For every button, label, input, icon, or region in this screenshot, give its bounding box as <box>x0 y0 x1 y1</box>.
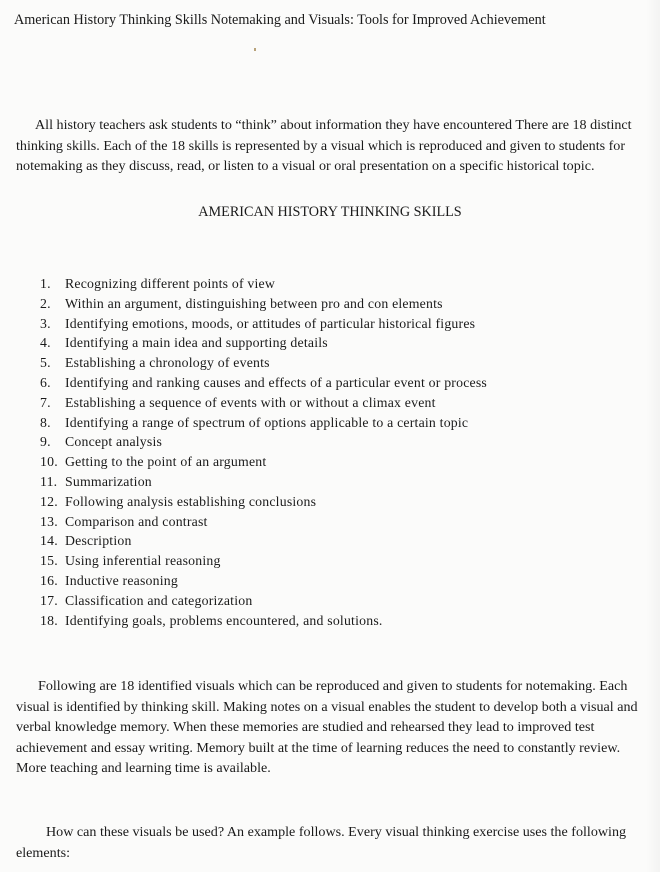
usage-paragraph-text: How can these visuals be used? An example follows. Every visual thinking exercise uses the following elements: <box>16 824 627 861</box>
thinking-skills-list <box>40 274 487 630</box>
scan-edge-shadow <box>646 0 660 872</box>
intro-paragraph-text: All history teachers ask students to “think” about information they have encountered There are 18 distinct thinking skills. Each of the 18 skills is represented by a visual which is reproduced and given to students for notemaking as they discuss, read, or listen to a visual or oral presentation on a specific historical topic. <box>16 117 632 174</box>
list-item: 15. Using inferential reasoning <box>40 553 221 569</box>
visuals-paragraph-text: Following are 18 identified visuals which can be reproduced and given to students for notemaking. Each visual is identified by thinking skill. Making notes on a visual enables the student to develop both a visual and verbal knowledge memory. When these memories are studied and rehearsed they lead to improved test achievement and essay writing. Memory built at the time of learning reduces the need to constantly review. More teaching and learning time is available. <box>16 678 638 776</box>
list-item: 17. Classification and categorization <box>40 592 253 608</box>
list-item: 5. Establishing a chronology of events <box>40 355 270 371</box>
section-heading: AMERICAN HISTORY THINKING SKILLS <box>198 204 462 220</box>
list-item: 10. Getting to the point of an argument <box>40 454 267 470</box>
list-item: 14. Description <box>40 533 132 549</box>
list-item: 11. Summarization <box>40 473 152 489</box>
intro-paragraph <box>16 115 646 177</box>
list-item: 3. Identifying emotions, moods, or attitudes of particular historical figures <box>40 315 476 331</box>
list-item: 1. Recognizing different points of view <box>40 276 276 291</box>
list-item: 9. Concept analysis <box>40 434 163 450</box>
list-item: 18. Identifying goals, problems encountered, and solutions. <box>40 612 383 628</box>
list-item: 7. Establishing a sequence of events with or without a climax event <box>40 394 436 410</box>
list-item: 6. Identifying and ranking causes and effects of a particular event or process <box>40 374 487 390</box>
document-header-title: American History Thinking Skills Notemaking and Visuals: Tools for Improved Achievement <box>14 12 546 28</box>
scan-speck <box>254 48 256 51</box>
list-item: 2. Within an argument, distinguishing between pro and con elements <box>40 295 443 311</box>
list-item: 16. Inductive reasoning <box>40 572 178 588</box>
list-item: 8. Identifying a range of spectrum of options applicable to a certain topic <box>40 414 469 430</box>
list-item: 12. Following analysis establishing conclusions <box>40 493 317 509</box>
list-item: 4. Identifying a main idea and supporting details <box>40 335 328 351</box>
usage-paragraph <box>16 822 646 863</box>
list-item: 13. Comparison and contrast <box>40 513 208 529</box>
visuals-paragraph <box>16 676 646 779</box>
